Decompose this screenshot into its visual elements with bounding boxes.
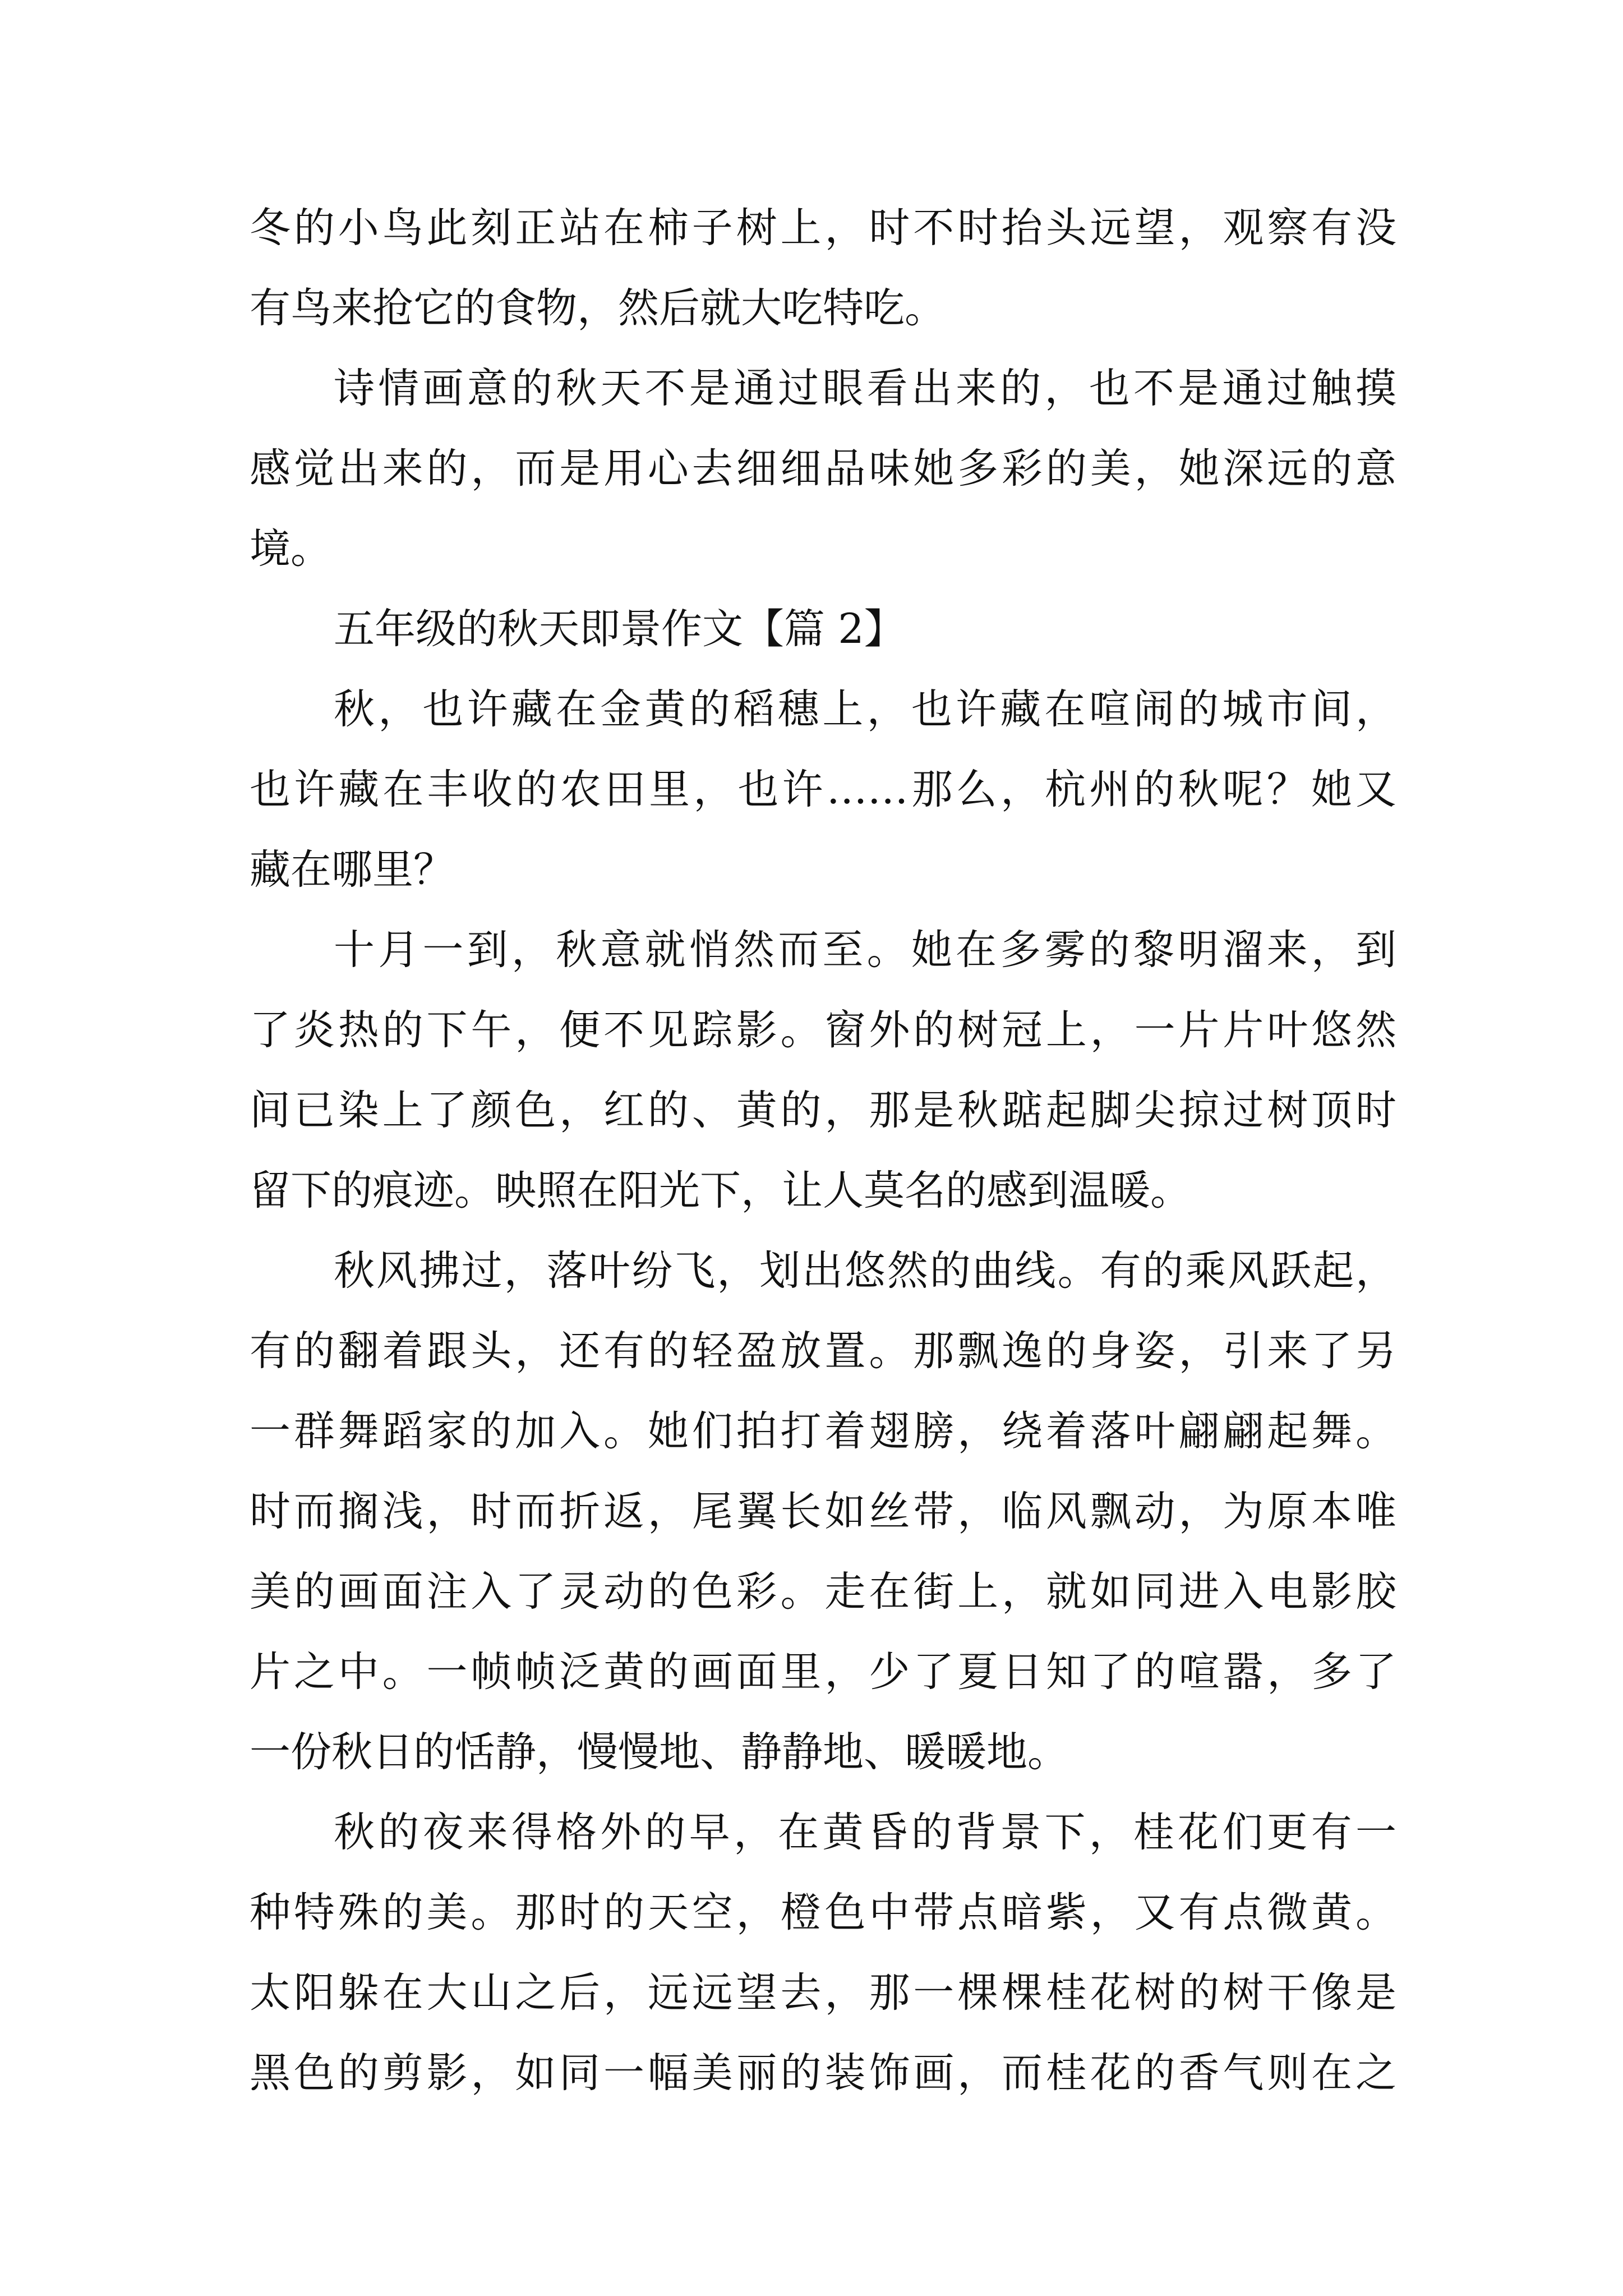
text-line: 间已染上了颜色，红的、黄的，那是秋踮起脚尖掠过树顶时 [250,1087,1396,1134]
text-line: 感觉出来的，而是用心去细细品味她多彩的美，她深远的意 [250,445,1396,493]
text-line: 时而搁浅，时而折返，尾翼长如丝带，临风飘动，为原本唯 [250,1488,1396,1535]
paragraph-first-line: 十月一到，秋意就悄然而至。她在多雾的黎明溜来，到 [334,926,1396,974]
text-line: 有的翻着跟头，还有的轻盈放置。那飘逸的身姿，引来了另 [250,1327,1396,1375]
paragraph-first-line: 秋的夜来得格外的早，在黄昏的背景下，桂花们更有一 [334,1809,1396,1856]
text-line: 境。 [250,525,331,573]
paragraph-first-line: 秋风拂过，落叶纷飞，划出悠然的曲线。有的乘风跃起， [334,1247,1396,1295]
section-heading: 五年级的秋天即景作文【篇 2】 [334,605,905,653]
text-line: 一份秋日的恬静，慢慢地、静静地、暖暖地。 [250,1728,1068,1776]
text-line: 冬的小鸟此刻正站在柿子树上，时不时抬头远望，观察有没 [250,204,1396,252]
text-line: 一群舞蹈家的加入。她们拍打着翅膀，绕着落叶翩翩起舞。 [250,1407,1396,1455]
text-line: 太阳躲在大山之后，远远望去，那一棵棵桂花树的树干像是 [250,1969,1396,2017]
text-line: 种特殊的美。那时的天空，橙色中带点暗紫，又有点微黄。 [250,1889,1396,1936]
text-line: 有鸟来抢它的食物，然后就大吃特吃。 [250,284,946,332]
text-line: 黑色的剪影，如同一幅美丽的装饰画，而桂花的香气则在之 [250,2049,1396,2097]
text-line: 片之中。一帧帧泛黄的画面里，少了夏日知了的喧嚣，多了 [250,1648,1396,1696]
article-body [250,188,1396,2113]
text-line: 也许藏在丰收的农田里，也许……那么，杭州的秋呢？她又 [250,766,1396,813]
text-line: 留下的痕迹。映照在阳光下，让人莫名的感到温暖。 [250,1167,1191,1214]
text-line: 了炎热的下午，便不见踪影。窗外的树冠上，一片片叶悠然 [250,1006,1396,1054]
paragraph-first-line: 诗情画意的秋天不是通过眼看出来的，也不是通过触摸 [334,365,1396,412]
text-line: 美的画面注入了灵动的色彩。走在街上，就如同进入电影胶 [250,1568,1396,1616]
paragraph-first-line: 秋，也许藏在金黄的稻穗上，也许藏在喧闹的城市间， [334,685,1396,733]
text-line: 藏在哪里？ [250,846,454,894]
